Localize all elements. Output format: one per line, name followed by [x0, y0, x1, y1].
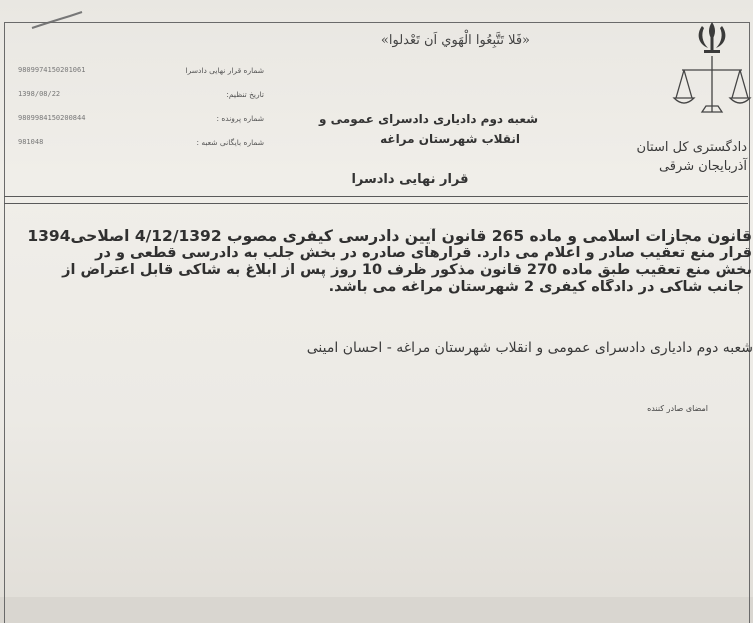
- organization-line-1: دادگستری کل استان: [636, 140, 747, 155]
- meta-row: [14, 114, 264, 128]
- body-line-3: بخش منع تعقیب طبق ماده 270 قانون مذکور ظرف 10 روز پس از ابلاغ به شاکی قابل اعتراض از: [62, 262, 752, 278]
- signature-label: امضای صادر کننده: [647, 404, 708, 413]
- branch-name: [280, 109, 538, 149]
- meta-label: تاریخ تنظیم:: [226, 90, 264, 99]
- meta-value: 9809984150200844: [18, 114, 86, 122]
- meta-label: شماره بایگانی شعبه :: [196, 138, 264, 147]
- body-line-4: جانب شاکی در دادگاه کیفری 2 شهرستان مراغه می باشد.: [328, 279, 744, 295]
- branch-line-2: انقلاب شهرستان مراغه: [380, 132, 520, 146]
- meta-value: 1398/08/22: [18, 90, 61, 98]
- branch-line-1: شعبه دوم دادیاری دادسرای عمومی و: [319, 112, 538, 126]
- meta-value: 9809974150201061: [18, 66, 86, 74]
- meta-row: [14, 66, 264, 80]
- document-title: قرار نهایی دادسرا: [351, 172, 469, 187]
- header-divider-secondary: [4, 203, 748, 204]
- verse-header: «فَلا تَتَّبِعُوا الْهَوي اَن تَعْدلوا»: [380, 33, 530, 48]
- header-divider: [4, 196, 748, 197]
- decision-body: [0, 228, 752, 296]
- body-line-2: قرار منع تعقیب صادر و اعلام می دارد. قرارهای صادره در بخش جلب به دادرسی قطعی و در: [95, 245, 752, 261]
- meta-value: 981048: [18, 138, 44, 146]
- organization-name: [597, 138, 747, 176]
- iran-emblem-icon: [672, 20, 753, 120]
- meta-row: [14, 90, 264, 104]
- signer-line: شعبه دوم دادیاری دادسرای عمومی و انقلاب شهرستان مراغه - احسان امینی: [306, 340, 753, 356]
- meta-row: [14, 138, 264, 152]
- meta-label: شماره پرونده :: [216, 114, 264, 123]
- organization-line-2: آذربایجان شرقی: [658, 159, 747, 174]
- meta-label: شماره قرار نهایی دادسرا: [185, 66, 264, 75]
- body-line-1: قانون مجازات اسلامی و ماده 265 قانون آیین دادرسی کیفری مصوب 4/12/1392 اصلاحی1394: [27, 228, 752, 245]
